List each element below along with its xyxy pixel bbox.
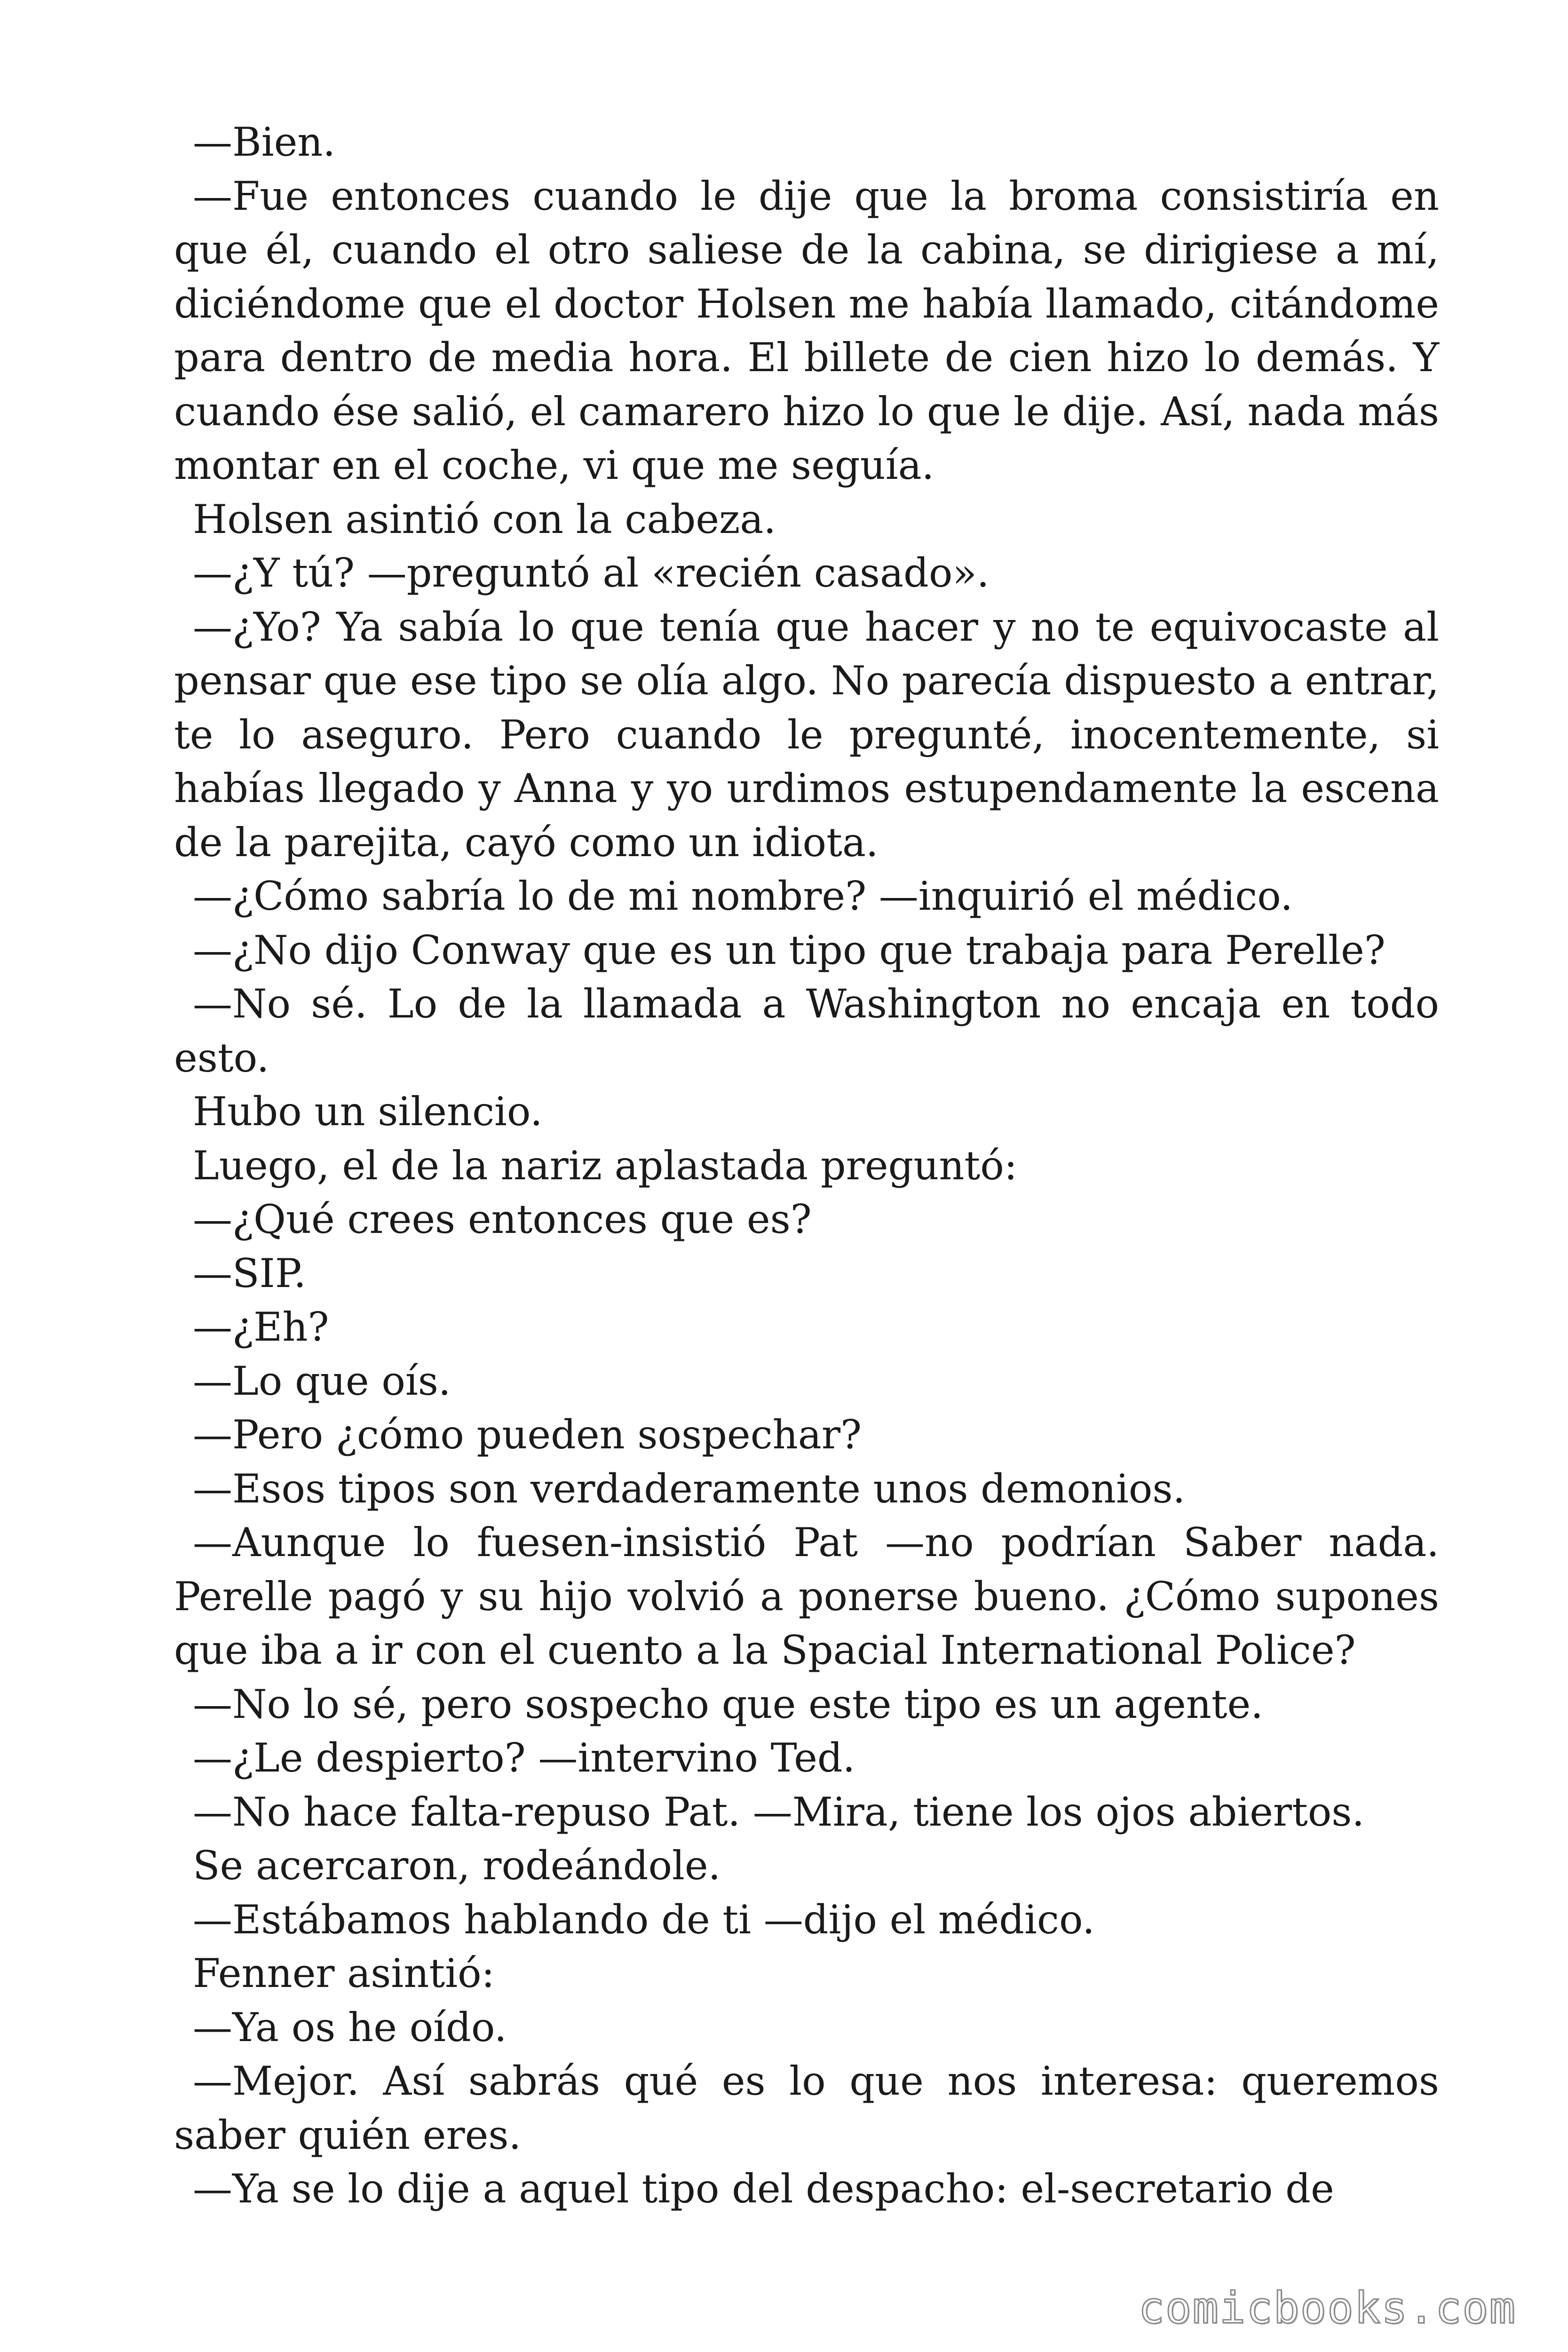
book-page-text [174,115,1439,2216]
paragraph: —¿Cómo sabría lo de mi nombre? —inquirió el médico. [193,873,1293,919]
paragraph: Fenner asintió: [193,1950,495,1996]
paragraph: —¿Y tú? —preguntó al «recién casado». [193,550,990,596]
paragraph: —¿Yo? Ya sabía lo que tenía que hacer y no te equivocaste al pensar que ese tipo se olía algo. No parecía dispuesto a entrar, te lo aseguro. Pero cuando le pregunté, inocentemente, si habías llegado y Anna y yo urdimos estupendamente la escena de la parejita, cayó como un idiota. [174,604,1439,866]
paragraph: —Estábamos hablando de ti —dijo el médico. [193,1896,1095,1943]
paragraph: —Bien. [193,119,336,165]
paragraph: —No lo sé, pero sospecho que este tipo es un agente. [193,1681,1263,1727]
paragraph: —Pero ¿cómo pueden sospechar? [193,1412,862,1458]
paragraph: Holsen asintió con la cabeza. [193,496,776,542]
paragraph: —Esos tipos son verdaderamente unos demonios. [193,1465,1186,1512]
paragraph: —¿Le despierto? —intervino Ted. [193,1735,855,1781]
paragraph: —No hace falta-repuso Pat. —Mira, tiene los ojos abiertos. [193,1788,1365,1835]
paragraph: —Ya os he oído. [193,2004,507,2050]
paragraph: —Aunque lo fuesen-insistió Pat —no podrían Saber nada. Perelle pagó y su hijo volvió a ponerse bueno. ¿Cómo supones que iba a ir con el cuento a la Spacial International Police? [174,1519,1439,1673]
paragraph: —Lo que oís. [193,1358,451,1404]
paragraph: Hubo un silencio. [193,1089,543,1135]
paragraph: —Fue entonces cuando le dije que la broma consistiría en que él, cuando el otro saliese de la cabina, se dirigiese a mí, diciéndome que el doctor Holsen me había llamado, citándome para dentro de media hora. El billete de cien hizo lo demás. Y cuando ése salió, el camarero hizo lo que le dije. Así, nada más montar en el coche, vi que me seguía. [174,173,1439,488]
paragraph: —¿No dijo Conway que es un tipo que trabaja para Perelle? [193,927,1386,973]
paragraph: —Ya se lo dije a aquel tipo del despacho: el-secretario de [193,2166,1334,2212]
paragraph: —SIP. [193,1250,306,1296]
paragraph: Se acercaron, rodeándole. [193,1843,721,1889]
paragraph: —¿Qué crees entonces que es? [193,1196,812,1242]
watermark-logo: comicbooks.com [1138,2283,1516,2333]
paragraph: —Mejor. Así sabrás qué es lo que nos interesa: queremos saber quién eres. [174,2058,1439,2158]
paragraph: —¿Eh? [193,1304,329,1350]
paragraph: —No sé. Lo de la llamada a Washington no encaja en todo esto. [174,981,1439,1081]
paragraph: Luego, el de la nariz aplastada preguntó: [193,1142,1018,1189]
